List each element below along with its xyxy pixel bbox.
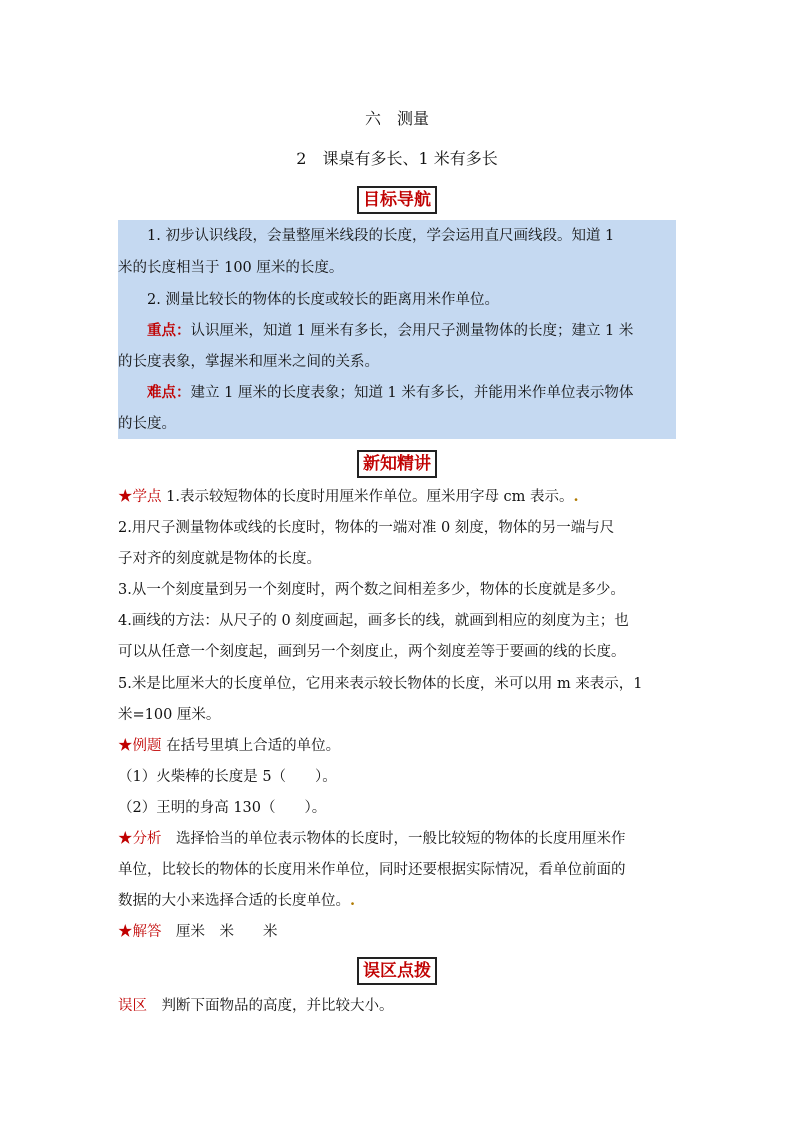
- example-heading: [118, 736, 676, 756]
- section-new-knowledge: 新知精讲: [357, 450, 437, 478]
- difficulty-text: 建立 1 厘米的长度表象；知道 1 米有多长，并能用米作单位表示物体: [190, 385, 634, 401]
- difficulty-line-2: 的长度。: [118, 416, 176, 432]
- difficulty-label: 难点：: [147, 384, 191, 401]
- goal-1-line-2: 米的长度相当于 100 厘米的长度。: [118, 260, 344, 276]
- example-label: 例题: [132, 738, 162, 754]
- answer-label: 解答: [132, 924, 162, 940]
- knowledge-point-2-line-2: 子对齐的刻度就是物体的长度。: [118, 551, 321, 567]
- section-pitfall: 误区点拨: [357, 957, 437, 985]
- knowledge-point-2-line-1: 2.用尺子测量物体或线的长度时，物体的一端对准 0 刻度，物体的另一端与尺: [118, 520, 615, 536]
- knowledge-point-1-text: 1.表示较短物体的长度时用厘米作单位。厘米用字母 cm 表示。: [161, 489, 574, 505]
- analysis-label: 分析: [132, 831, 162, 847]
- key-point-text: 认识厘米，知道 1 厘米有多长，会用尺子测量物体的长度；建立 1 米: [190, 323, 634, 339]
- knowledge-point-1: [118, 487, 676, 507]
- section-goal-nav: 目标导航: [357, 186, 437, 214]
- knowledge-point-5-line-1: 5.米是比厘米大的长度单位，它用来表示较长物体的长度，米可以用 m 来表示，1: [118, 676, 643, 692]
- goal-2: 2. 测量比较长的物体的长度或较长的距离用米作单位。: [147, 292, 499, 308]
- answer-text: 厘米 米 米: [161, 924, 278, 940]
- analysis-text-1: 选择恰当的单位表示物体的长度时，一般比较短的物体的长度用厘米作: [161, 831, 626, 847]
- star-icon: ★: [118, 738, 133, 754]
- xuedian-label: 学点: [132, 489, 162, 505]
- example-question-2: （2）王明的身高 130（ ）。: [118, 800, 327, 816]
- star-icon: ★: [118, 831, 133, 847]
- analysis-line-2: 单位，比较长的物体的长度用米作单位，同时还要根据实际情况，看单位前面的: [118, 862, 626, 878]
- star-icon: ★: [118, 489, 133, 505]
- star-icon: ★: [118, 924, 133, 940]
- edit-mark: .: [573, 488, 579, 505]
- goal-1-line-1: 1. 初步认识线段，会量整厘米线段的长度，学会运用直尺画线段。知道 1: [147, 228, 615, 244]
- knowledge-point-4-line-2: 可以从任意一个刻度起，画到另一个刻度止，两个刻度差等于要画的线的长度。: [118, 644, 626, 660]
- key-point-line-1: [118, 321, 705, 341]
- answer-line: [118, 922, 676, 942]
- knowledge-point-5-line-2: 米=100 厘米。: [118, 707, 221, 723]
- goal-box: [118, 220, 676, 439]
- chapter-title: 六 测量: [364, 109, 429, 128]
- difficulty-line-1: [118, 383, 705, 403]
- edit-mark: .: [350, 892, 356, 909]
- lesson-title: 2 课桌有多长、1 米有多长: [296, 149, 498, 168]
- analysis-text-3: 数据的大小来选择合适的长度单位。: [118, 893, 350, 909]
- analysis-line-3: [118, 891, 676, 911]
- knowledge-point-4-line-1: 4.画线的方法：从尺子的 0 刻度画起，画多长的线，就画到相应的刻度为主；也: [118, 613, 629, 629]
- pitfall-label: 误区: [118, 998, 147, 1014]
- pitfall-text: 判断下面物品的高度，并比较大小。: [147, 998, 394, 1014]
- key-point-label: 重点：: [147, 322, 191, 339]
- analysis-line-1: [118, 829, 676, 849]
- example-question-1: （1）火柴棒的长度是 5（ ）。: [118, 769, 337, 785]
- example-prompt: 在括号里填上合适的单位。: [161, 738, 341, 754]
- pitfall-item: [118, 996, 676, 1016]
- key-point-line-2: 的长度表象，掌握米和厘米之间的关系。: [118, 354, 379, 370]
- knowledge-point-3: 3.从一个刻度量到另一个刻度时，两个数之间相差多少，物体的长度就是多少。: [118, 582, 625, 598]
